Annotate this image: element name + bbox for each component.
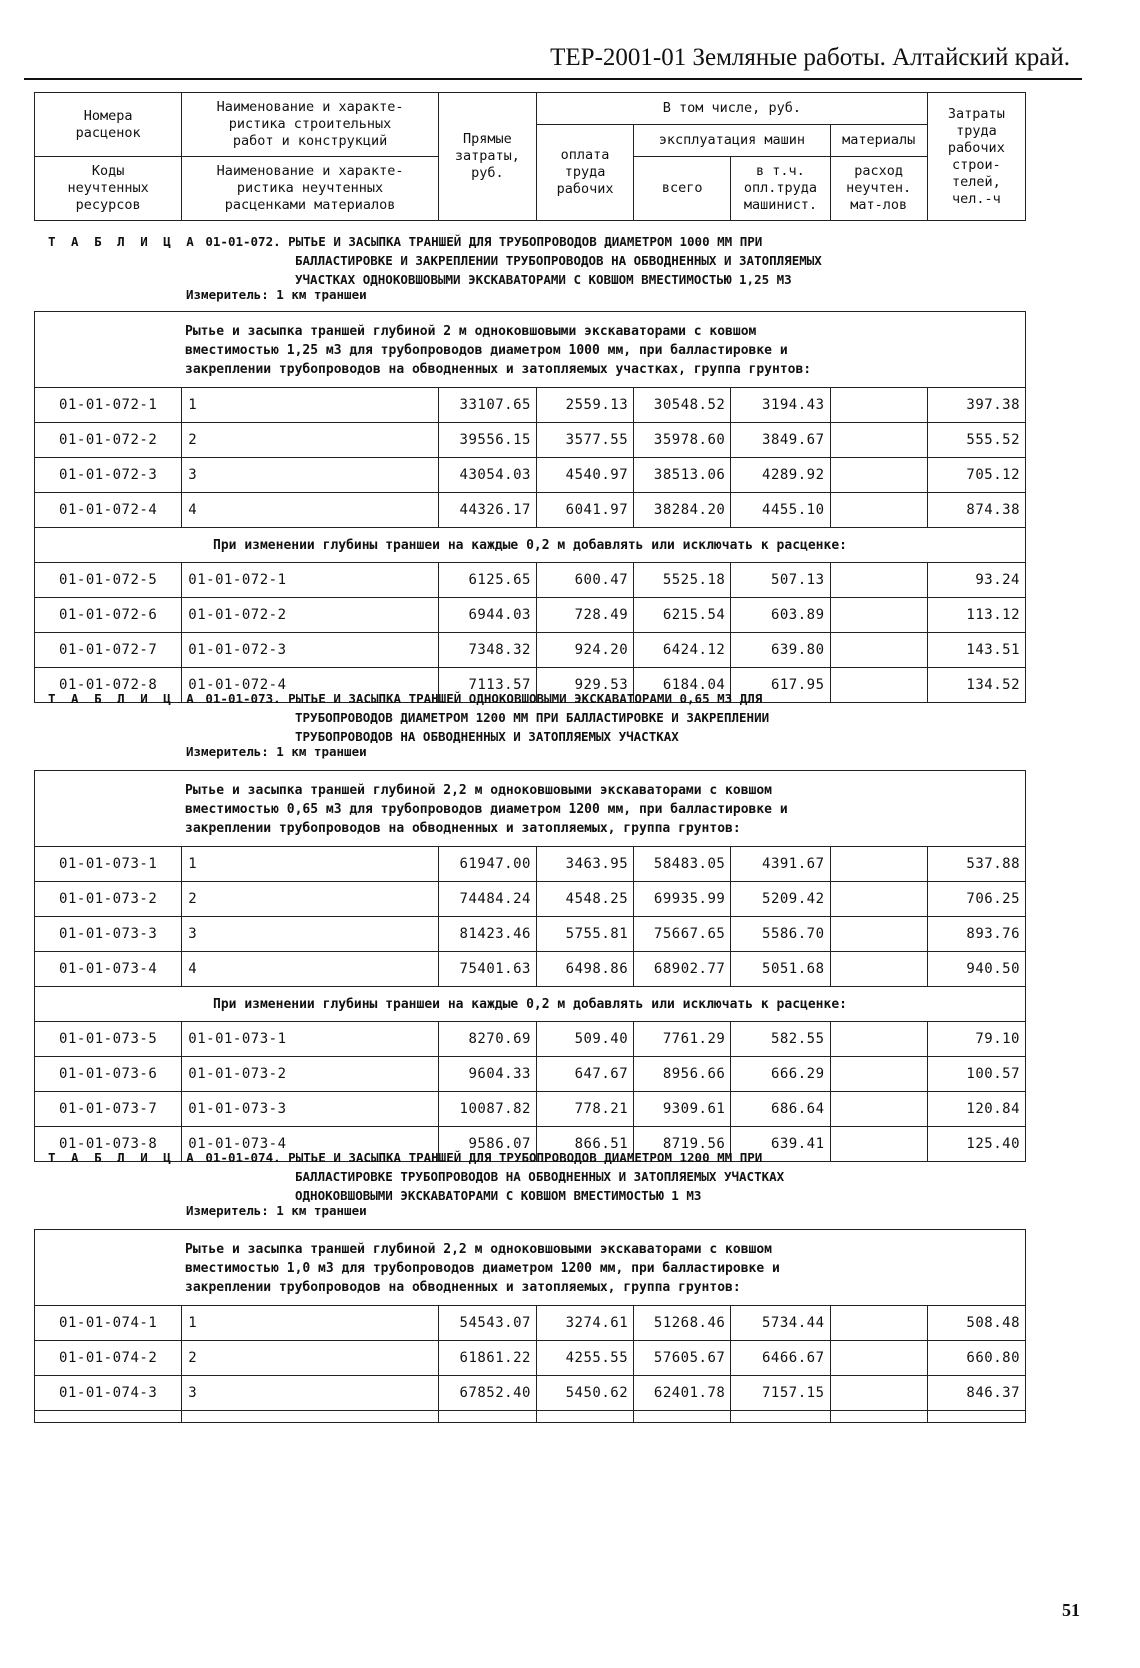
cell-operator-pay: 617.95 <box>731 668 830 703</box>
cell-direct-costs: 33107.65 <box>438 388 536 423</box>
cell-item-name: 01-01-073-3 <box>182 1092 439 1127</box>
cell-item-name: 4 <box>182 952 439 987</box>
cell-direct-costs: 81423.46 <box>438 917 536 952</box>
cell-rate-code: 01-01-072-5 <box>35 563 182 598</box>
cell-material-consumption <box>830 847 927 882</box>
table-row <box>35 1092 1026 1127</box>
table-title-line1: РЫТЬЕ И ЗАСЫПКА ТРАНШЕЙ ОДНОКОВШОВЫМИ ЭКСКАВАТОРАМИ 0,65 М3 ДЛЯ <box>288 691 763 706</box>
cell-machines-total: 69935.99 <box>634 882 731 917</box>
cell-rate-code: 01-01-073-1 <box>35 847 182 882</box>
cell-material-consumption <box>830 1057 927 1092</box>
cell-material-consumption <box>830 1376 927 1411</box>
table-row <box>35 1022 1026 1057</box>
cell-direct-costs: 9604.33 <box>438 1057 536 1092</box>
col-direct-costs: Прямые затраты, руб. <box>438 93 536 221</box>
cell-direct-costs: 74484.24 <box>438 882 536 917</box>
table-row <box>35 458 1026 493</box>
cell-machines-total: 8719.56 <box>634 1127 731 1162</box>
cell-direct-costs: 75401.63 <box>438 952 536 987</box>
cell-rate-code: 01-01-073-3 <box>35 917 182 952</box>
cell-machines-total: 9309.61 <box>634 1092 731 1127</box>
cell-direct-costs: 8270.69 <box>438 1022 536 1057</box>
cell-labor-costs: 100.57 <box>927 1057 1025 1092</box>
cell-operator-pay: 6466.67 <box>731 1341 830 1376</box>
measure-074: Измеритель: 1 км траншеи <box>186 1203 367 1218</box>
cell-operator-pay: 4455.10 <box>731 493 830 528</box>
cell-worker-pay: 2559.13 <box>536 388 633 423</box>
section-subheading: При изменении глубины траншеи на каждые 0,2 м добавлять или исключать к расценке: <box>35 987 1026 1022</box>
cell-labor-costs: 705.12 <box>927 458 1025 493</box>
table-row <box>35 1341 1026 1376</box>
cell-item-name: 1 <box>182 847 439 882</box>
table-caption-074 <box>48 1148 784 1205</box>
col-unaccounted-materials: Наименование и характе- ристика неучтенных расценками материалов <box>182 157 439 221</box>
cell-rate-code: 01-01-072-1 <box>35 388 182 423</box>
cell-worker-pay: 3577.55 <box>536 423 633 458</box>
cell-worker-pay: 600.47 <box>536 563 633 598</box>
col-materials: материалы <box>830 125 927 157</box>
cell-labor-costs: 79.10 <box>927 1022 1025 1057</box>
table-title-cont: ТРУБОПРОВОДОВ ДИАМЕТРОМ 1200 ММ ПРИ БАЛЛАСТИРОВКЕ И ЗАКРЕПЛЕНИИ ТРУБОПРОВОДОВ НА ОБВОДНЕННЫХ И ЗАТОПЛЯЕМЫХ УЧАСТКАХ <box>295 710 770 744</box>
cell-item-name: 01-01-072-3 <box>182 633 439 668</box>
measure-072: Измеритель: 1 км траншеи <box>186 287 367 302</box>
section-description: Рытье и засыпка траншей глубиной 2,2 м одноковшовыми экскаваторами с ковшом вместимостью 1,0 м3 для трубопроводов диаметром 1200 мм, при балластировке и закреплении трубопроводов на обводненных и затопляемых, группа грунтов: <box>35 1230 1026 1306</box>
cell-labor-costs: 134.52 <box>927 668 1025 703</box>
table-row <box>35 388 1026 423</box>
cell-machines-total: 58483.05 <box>634 847 731 882</box>
cell-operator-pay: 5051.68 <box>731 952 830 987</box>
page-number: 51 <box>1062 1600 1080 1620</box>
table-row <box>35 493 1026 528</box>
col-worker-pay: оплата труда рабочих <box>536 125 633 221</box>
cell-machines-total: 75667.65 <box>634 917 731 952</box>
cell-operator-pay: 582.55 <box>731 1022 830 1057</box>
col-labor-costs: Затраты труда рабочих строи- телей, чел.-ч <box>927 93 1025 221</box>
cell-direct-costs: 7113.57 <box>438 668 536 703</box>
col-including: В том числе, руб. <box>536 93 927 125</box>
cell-material-consumption <box>830 388 927 423</box>
rates-table-072 <box>34 311 1026 703</box>
cell-rate-code: 01-01-073-5 <box>35 1022 182 1057</box>
rates-table-074 <box>34 1229 1026 1423</box>
table-label: Т А Б Л И Ц А <box>48 234 198 249</box>
measure-073: Измеритель: 1 км траншеи <box>186 744 367 759</box>
cell-machines-total: 30548.52 <box>634 388 731 423</box>
cell-worker-pay: 647.67 <box>536 1057 633 1092</box>
cell-direct-costs: 43054.03 <box>438 458 536 493</box>
table-label: Т А Б Л И Ц А <box>48 1150 198 1165</box>
col-unaccounted-codes: Коды неучтенных ресурсов <box>35 157 182 221</box>
cell-operator-pay: 5734.44 <box>731 1306 830 1341</box>
cell-worker-pay: 4540.97 <box>536 458 633 493</box>
table-row <box>35 423 1026 458</box>
table-row <box>35 882 1026 917</box>
cell-item-name: 2 <box>182 882 439 917</box>
cell-operator-pay: 5209.42 <box>731 882 830 917</box>
table-title-line1: РЫТЬЕ И ЗАСЫПКА ТРАНШЕЙ ДЛЯ ТРУБОПРОВОДОВ ДИАМЕТРОМ 1000 ММ ПРИ <box>288 234 763 249</box>
page-title: ТЕР-2001-01 Земляные работы. Алтайский край. <box>550 44 1070 71</box>
cell-labor-costs: 537.88 <box>927 847 1025 882</box>
cell-item-name: 3 <box>182 458 439 493</box>
cell-worker-pay: 6041.97 <box>536 493 633 528</box>
cell-operator-pay: 603.89 <box>731 598 830 633</box>
cell-direct-costs: 54543.07 <box>438 1306 536 1341</box>
cell-labor-costs: 846.37 <box>927 1376 1025 1411</box>
cell-machines-total: 62401.78 <box>634 1376 731 1411</box>
cell-worker-pay: 509.40 <box>536 1022 633 1057</box>
table-title-cont: БАЛЛАСТИРОВКЕ ТРУБОПРОВОДОВ НА ОБВОДНЕННЫХ И ЗАТОПЛЯЕМЫХ УЧАСТКАХ ОДНОКОВШОВЫМИ ЭКСКАВАТОРАМИ С КОВШОМ ВМЕСТИМОСТЬЮ 1 М3 <box>295 1169 785 1203</box>
table-code: 01-01-073. <box>205 691 281 706</box>
cell-operator-pay: 7157.15 <box>731 1376 830 1411</box>
cell-rate-code: 01-01-073-7 <box>35 1092 182 1127</box>
cell-machines-total: 68902.77 <box>634 952 731 987</box>
table-row <box>35 1057 1026 1092</box>
cell-material-consumption <box>830 1341 927 1376</box>
col-material-consumption: расход неучтен. мат-лов <box>830 157 927 221</box>
cell-worker-pay: 5755.81 <box>536 917 633 952</box>
cell-material-consumption <box>830 952 927 987</box>
col-machines: эксплуатация машин <box>634 125 830 157</box>
cell-item-name: 01-01-073-4 <box>182 1127 439 1162</box>
cell-material-consumption <box>830 598 927 633</box>
cell-operator-pay: 3194.43 <box>731 388 830 423</box>
table-row <box>35 952 1026 987</box>
table-code: 01-01-074. <box>205 1150 281 1165</box>
cell-labor-costs: 113.12 <box>927 598 1025 633</box>
col-rate-numbers: Номера расценок <box>35 93 182 157</box>
cell-direct-costs: 39556.15 <box>438 423 536 458</box>
cell-machines-total: 38284.20 <box>634 493 731 528</box>
cell-rate-code: 01-01-074-1 <box>35 1306 182 1341</box>
cell-worker-pay: 924.20 <box>536 633 633 668</box>
cell-machines-total: 6215.54 <box>634 598 731 633</box>
cell-item-name: 01-01-073-2 <box>182 1057 439 1092</box>
table-row <box>35 633 1026 668</box>
cell-material-consumption <box>830 633 927 668</box>
cell-worker-pay: 3274.61 <box>536 1306 633 1341</box>
cell-worker-pay: 929.53 <box>536 668 633 703</box>
page-header <box>24 40 1082 80</box>
cell-material-consumption <box>830 563 927 598</box>
cell-operator-pay: 639.41 <box>731 1127 830 1162</box>
cell-labor-costs: 93.24 <box>927 563 1025 598</box>
cell-rate-code: 01-01-072-2 <box>35 423 182 458</box>
cell-direct-costs: 9586.07 <box>438 1127 536 1162</box>
cell-operator-pay: 507.13 <box>731 563 830 598</box>
cell-direct-costs: 10087.82 <box>438 1092 536 1127</box>
rates-table-073 <box>34 770 1026 1162</box>
cell-worker-pay: 5450.62 <box>536 1376 633 1411</box>
cell-machines-total: 7761.29 <box>634 1022 731 1057</box>
table-row <box>35 917 1026 952</box>
cell-labor-costs: 660.80 <box>927 1341 1025 1376</box>
cell-material-consumption <box>830 423 927 458</box>
col-machines-total: всего <box>634 157 731 221</box>
cell-item-name: 01-01-072-1 <box>182 563 439 598</box>
cell-rate-code: 01-01-072-8 <box>35 668 182 703</box>
cell-rate-code: 01-01-074-3 <box>35 1376 182 1411</box>
table-caption-073 <box>48 689 769 746</box>
cell-direct-costs: 7348.32 <box>438 633 536 668</box>
cell-worker-pay: 4548.25 <box>536 882 633 917</box>
cell-item-name: 2 <box>182 423 439 458</box>
section-subheading: При изменении глубины траншеи на каждые 0,2 м добавлять или исключать к расценке: <box>35 528 1026 563</box>
cell-operator-pay: 5586.70 <box>731 917 830 952</box>
cell-worker-pay: 6498.86 <box>536 952 633 987</box>
table-row <box>35 1306 1026 1341</box>
cell-item-name: 01-01-073-1 <box>182 1022 439 1057</box>
cell-material-consumption <box>830 668 927 703</box>
cell-machines-total: 5525.18 <box>634 563 731 598</box>
table-row <box>35 847 1026 882</box>
cell-machines-total: 6184.04 <box>634 668 731 703</box>
cell-worker-pay: 866.51 <box>536 1127 633 1162</box>
cell-labor-costs: 940.50 <box>927 952 1025 987</box>
cell-operator-pay: 4391.67 <box>731 847 830 882</box>
cell-labor-costs: 143.51 <box>927 633 1025 668</box>
cell-rate-code: 01-01-074-2 <box>35 1341 182 1376</box>
cell-material-consumption <box>830 1022 927 1057</box>
cell-direct-costs: 67852.40 <box>438 1376 536 1411</box>
cell-item-name: 2 <box>182 1341 438 1376</box>
cell-operator-pay: 686.64 <box>731 1092 830 1127</box>
cell-operator-pay: 666.29 <box>731 1057 830 1092</box>
cell-worker-pay: 3463.95 <box>536 847 633 882</box>
cell-machines-total: 51268.46 <box>634 1306 731 1341</box>
cell-direct-costs: 6944.03 <box>438 598 536 633</box>
cell-item-name: 3 <box>182 917 439 952</box>
cell-labor-costs: 125.40 <box>927 1127 1025 1162</box>
cell-material-consumption <box>830 458 927 493</box>
cell-worker-pay: 778.21 <box>536 1092 633 1127</box>
cell-rate-code: 01-01-073-8 <box>35 1127 182 1162</box>
cell-labor-costs: 874.38 <box>927 493 1025 528</box>
col-operator-pay: в т.ч. опл.труда машинист. <box>731 157 830 221</box>
table-label: Т А Б Л И Ц А <box>48 691 198 706</box>
cell-material-consumption <box>830 917 927 952</box>
cell-item-name: 1 <box>182 388 439 423</box>
cell-item-name: 01-01-072-2 <box>182 598 439 633</box>
cell-material-consumption <box>830 493 927 528</box>
cell-direct-costs: 44326.17 <box>438 493 536 528</box>
table-row <box>35 598 1026 633</box>
cell-operator-pay: 639.80 <box>731 633 830 668</box>
cell-rate-code: 01-01-072-4 <box>35 493 182 528</box>
cell-rate-code: 01-01-072-6 <box>35 598 182 633</box>
cell-operator-pay: 4289.92 <box>731 458 830 493</box>
cell-material-consumption <box>830 1127 927 1162</box>
cell-rate-code: 01-01-073-2 <box>35 882 182 917</box>
cell-rate-code: 01-01-073-4 <box>35 952 182 987</box>
cell-labor-costs: 397.38 <box>927 388 1025 423</box>
cell-labor-costs: 120.84 <box>927 1092 1025 1127</box>
cell-rate-code: 01-01-073-6 <box>35 1057 182 1092</box>
cell-item-name: 1 <box>182 1306 438 1341</box>
table-title-line1: РЫТЬЕ И ЗАСЫПКА ТРАНШЕЙ ДЛЯ ТРУБОПРОВОДОВ ДИАМЕТРОМ 1200 ММ ПРИ <box>288 1150 763 1165</box>
table-code: 01-01-072. <box>205 234 281 249</box>
cell-item-name: 4 <box>182 493 439 528</box>
cell-machines-total: 6424.12 <box>634 633 731 668</box>
cell-labor-costs: 508.48 <box>927 1306 1025 1341</box>
section-description: Рытье и засыпка траншей глубиной 2,2 м одноковшовыми экскаваторами с ковшом вместимостью 0,65 м3 для трубопроводов диаметром 1200 мм, при балластировке и закреплении трубопроводов на обводненных и затопляемых, группа грунтов: <box>35 771 1026 847</box>
cell-worker-pay: 728.49 <box>536 598 633 633</box>
col-work-name: Наименование и характе- ристика строительных работ и конструкций <box>182 93 439 157</box>
cell-material-consumption <box>830 1092 927 1127</box>
cell-worker-pay: 4255.55 <box>536 1341 633 1376</box>
cell-item-name: 3 <box>182 1376 438 1411</box>
cell-rate-code: 01-01-072-3 <box>35 458 182 493</box>
cell-machines-total: 35978.60 <box>634 423 731 458</box>
cell-machines-total: 57605.67 <box>634 1341 731 1376</box>
table-title-cont: БАЛЛАСТИРОВКЕ И ЗАКРЕПЛЕНИИ ТРУБОПРОВОДОВ НА ОБВОДНЕННЫХ И ЗАТОПЛЯЕМЫХ УЧАСТКАХ ОДНОКОВШОВЫМИ ЭКСКАВАТОРАМИ С КОВШОМ ВМЕСТИМОСТЬЮ 1,25 М3 <box>295 253 822 287</box>
table-row <box>35 563 1026 598</box>
cell-labor-costs: 893.76 <box>927 917 1025 952</box>
cell-labor-costs: 555.52 <box>927 423 1025 458</box>
section-description: Рытье и засыпка траншей глубиной 2 м одноковшовыми экскаваторами с ковшом вместимостью 1,25 м3 для трубопроводов диаметром 1000 мм, при балластировке и закреплении трубопроводов на обводненных и затопляемых участках, группа грунтов: <box>35 312 1026 388</box>
cell-machines-total: 38513.06 <box>634 458 731 493</box>
cell-machines-total: 8956.66 <box>634 1057 731 1092</box>
cell-direct-costs: 61947.00 <box>438 847 536 882</box>
table-caption-072 <box>48 232 822 289</box>
cell-labor-costs: 706.25 <box>927 882 1025 917</box>
cell-item-name: 01-01-072-4 <box>182 668 439 703</box>
cell-direct-costs: 61861.22 <box>438 1341 536 1376</box>
cell-direct-costs: 6125.65 <box>438 563 536 598</box>
table-row <box>35 1376 1026 1411</box>
column-header-table <box>34 92 1026 221</box>
cell-material-consumption <box>830 1306 927 1341</box>
cell-material-consumption <box>830 882 927 917</box>
cell-rate-code: 01-01-072-7 <box>35 633 182 668</box>
cell-operator-pay: 3849.67 <box>731 423 830 458</box>
